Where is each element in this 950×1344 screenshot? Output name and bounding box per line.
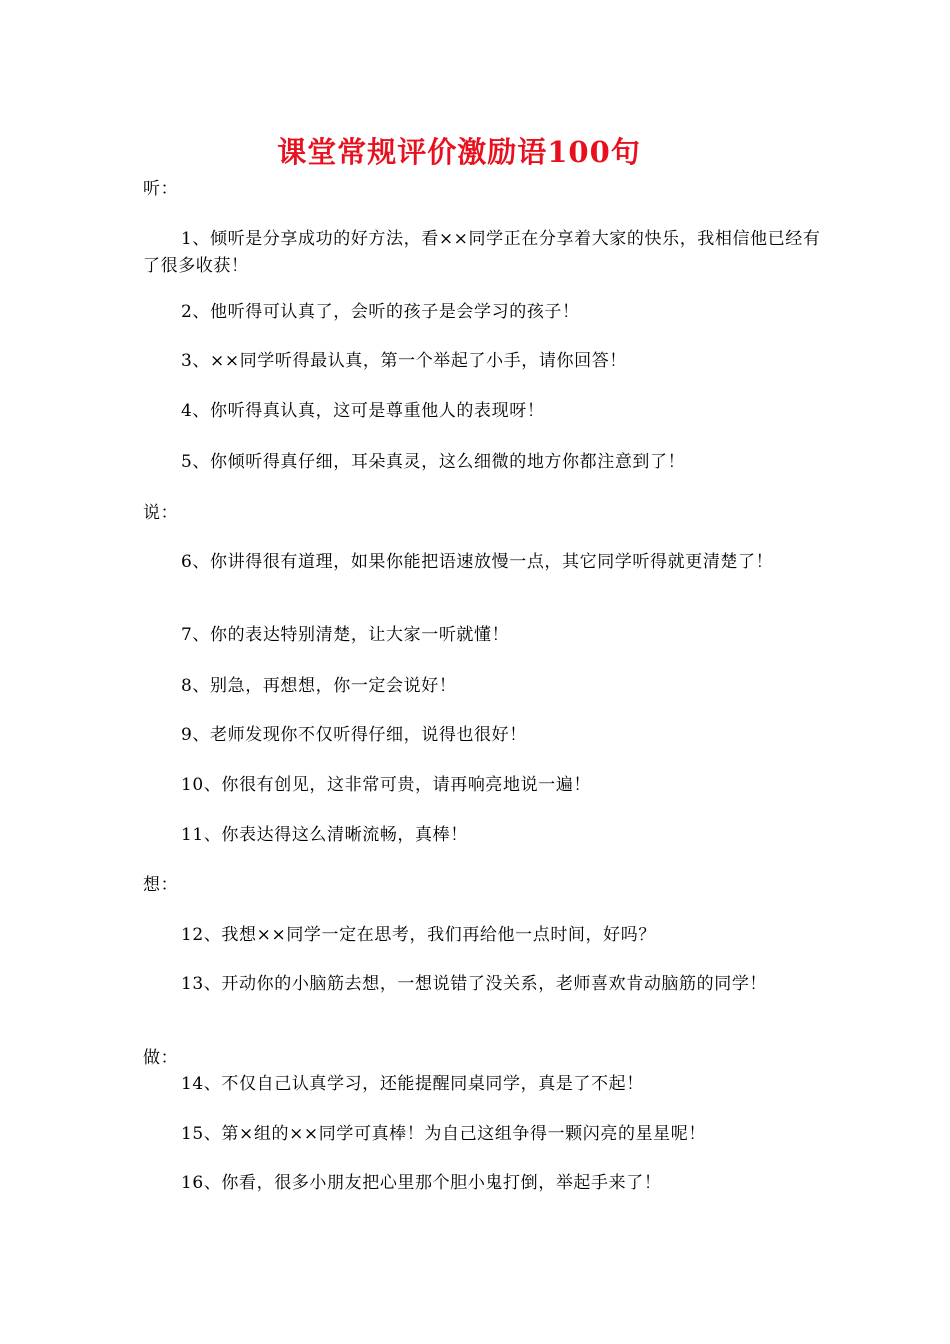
list-item: 9、老师发现你不仅听得仔细，说得也很好！	[181, 725, 527, 745]
list-item: 10、你很有创见，这非常可贵，请再响亮地说一遍！	[181, 775, 592, 795]
list-item: 14、不仅自己认真学习，还能提醒同桌同学，真是了不起！	[181, 1074, 644, 1094]
list-item: 2、他听得可认真了，会听的孩子是会学习的孩子！	[181, 302, 580, 322]
list-item: 1、倾听是分享成功的好方法，看××同学正在分享着大家的快乐，我相信他已经有了很多收获！	[143, 229, 821, 276]
section-heading-think: 想：	[143, 875, 179, 895]
section-heading-speak: 说：	[143, 503, 179, 523]
list-item: 12、我想××同学一定在思考，我们再给他一点时间，好吗？	[181, 925, 656, 945]
list-item: 6、你讲得很有道理，如果你能把语速放慢一点，其它同学听得就更清楚了！	[181, 552, 774, 572]
document-title: 课堂常规评价激励语100句	[277, 135, 641, 169]
list-item: 7、你的表达特别清楚，让大家一听就懂！	[181, 625, 510, 645]
section-heading-do: 做：	[143, 1048, 179, 1068]
list-item: 5、你倾听得真仔细，耳朵真灵，这么细微的地方你都注意到了！	[181, 452, 686, 472]
list-item: 15、第×组的××同学可真棒！为自己这组争得一颗闪亮的星星呢！	[181, 1124, 706, 1144]
section-heading-listen: 听：	[143, 179, 179, 199]
list-item: 8、别急，再想想，你一定会说好！	[181, 676, 457, 696]
list-item: 11、你表达得这么清晰流畅，真棒！	[181, 825, 468, 845]
list-item: 16、你看，很多小朋友把心里那个胆小鬼打倒，举起手来了！	[181, 1173, 662, 1193]
list-item: 3、××同学听得最认真，第一个举起了小手，请你回答！	[181, 351, 627, 371]
list-item: 4、你听得真认真，这可是尊重他人的表现呀！	[181, 401, 545, 421]
list-item: 13、开动你的小脑筋去想，一想说错了没关系，老师喜欢肯动脑筋的同学！	[181, 974, 768, 994]
